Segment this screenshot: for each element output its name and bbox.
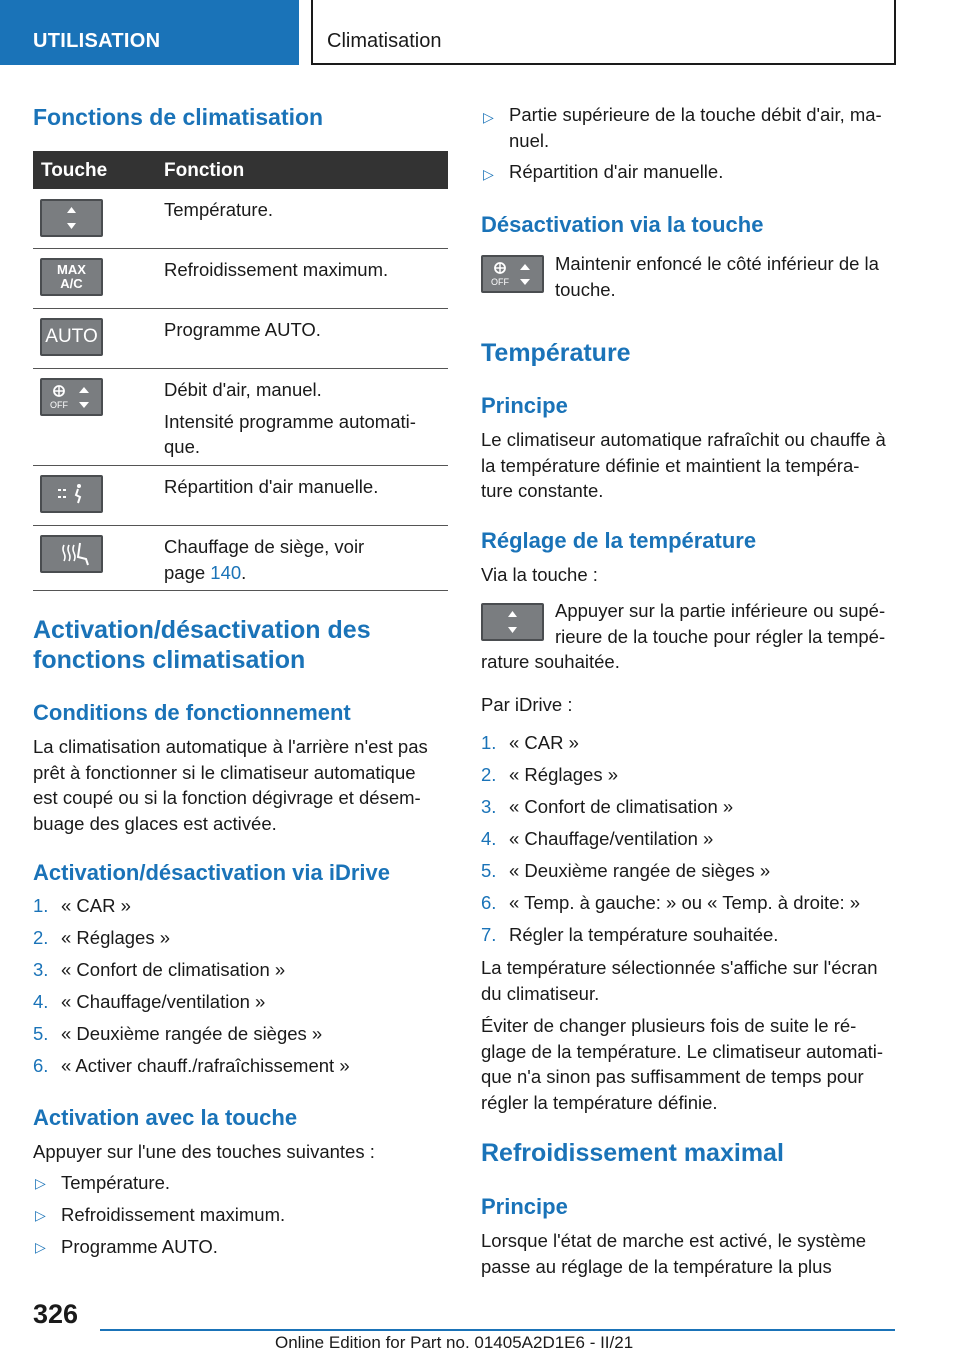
- table-header-function: Fonction: [164, 160, 245, 181]
- heading-max-cooling: Refroidissement maximal: [481, 1139, 784, 1167]
- triangle-bullet-icon: ▷: [483, 109, 494, 125]
- function-line: Débit d'air, manuel.: [164, 379, 322, 400]
- list-item: 3. « Confort de climatisation »: [481, 796, 734, 817]
- heading-line: Activation/désactivation des: [33, 616, 371, 644]
- page-link[interactable]: 140: [210, 561, 242, 583]
- text-line: La climatisation automatique à l'arrière n'est pas: [33, 736, 428, 757]
- function-line: que.: [164, 436, 201, 457]
- selected-text: [481, 955, 877, 1006]
- list-item: 7. Régler la température souhaitée.: [481, 924, 779, 945]
- list-item: 2. « Réglages »: [481, 764, 619, 785]
- text-line: passe au réglage de la température la plus: [481, 1255, 832, 1277]
- text-line: que n'a sinon pas suffisamment de temps pour: [481, 1066, 864, 1087]
- triangle-bullet-icon: ▷: [483, 166, 494, 182]
- text-line: La température sélectionnée s'affiche sur l'écran: [481, 957, 878, 978]
- press-text-b: rature souhaitée.: [481, 651, 620, 672]
- list-item: ▷ Partie supérieure de la touche débit d'air, ma- nuel.: [483, 104, 882, 151]
- triangle-bullet-icon: ▷: [35, 1175, 46, 1191]
- deactivation-text: [555, 251, 879, 302]
- max-key-text: MAX: [57, 262, 86, 277]
- list-item: ▷ Refroidissement maximum.: [33, 1199, 285, 1231]
- function-text: Programme AUTO.: [164, 319, 321, 340]
- text-line: prêt à fonctionner si le climatiseur automatique: [33, 761, 416, 783]
- list-item: 5. « Deuxième rangée de sièges »: [481, 860, 771, 881]
- functions-table: [33, 151, 448, 591]
- heading-principle-2: Principe: [481, 1194, 568, 1219]
- table-header: [33, 151, 448, 189]
- table-row: [33, 369, 448, 466]
- footer-edition: Online Edition for Part no. 01405A2D1E6 - II/21: [275, 1333, 634, 1352]
- seat-heating-key-icon: [40, 535, 103, 573]
- key-bullets-list: [33, 1167, 285, 1263]
- triangle-bullet-icon: ▷: [35, 1207, 46, 1223]
- function-text: Répartition d'air manuelle.: [164, 476, 379, 497]
- heading-activation-key: Activation avec la touche: [33, 1105, 298, 1130]
- heading-temp-setting: Réglage de la température: [481, 528, 757, 553]
- par-idrive-text: Par iDrive :: [481, 694, 573, 715]
- text-line: Appuyer sur la partie inférieure ou supé-: [555, 600, 886, 621]
- heading-activation: [33, 615, 371, 675]
- press-text-a: [555, 598, 885, 649]
- footer-rule: [100, 1329, 895, 1331]
- fan-off-key-icon: [40, 378, 103, 416]
- table-header-key: Touche: [41, 160, 108, 181]
- heading-deactivation: Désactivation via la touche: [481, 212, 764, 237]
- header-chapter-label: Climatisation: [327, 30, 442, 52]
- text-line: touche.: [555, 278, 616, 300]
- temperature-key-icon: [40, 199, 103, 237]
- text-line: rieure de la touche pour régler la tempé-: [555, 625, 886, 647]
- list-item: 1. « CAR »: [481, 732, 579, 753]
- text-line: du climatiseur.: [481, 982, 600, 1004]
- list-item: 3. « Confort de climatisation »: [33, 959, 286, 980]
- avoid-text: [481, 1013, 883, 1115]
- page-suffix: .: [241, 561, 247, 583]
- header-section-tab: [0, 0, 299, 65]
- max-ac-key-icon: [40, 258, 103, 296]
- table-row: [33, 309, 448, 369]
- text-line: glage de la température. Le climatiseur automati-: [481, 1040, 884, 1062]
- text-line: est coupé ou si la fonction dégivrage et désem-: [33, 787, 421, 808]
- text-line: régler la température définie.: [481, 1091, 718, 1113]
- text-line: Éviter de changer plusieurs fois de suite le ré-: [481, 1015, 857, 1036]
- table-row: [33, 466, 448, 526]
- text-line: la température définie et maintient la tempéra-: [481, 454, 860, 476]
- key-intro-text: Appuyer sur l'une des touches suivantes :: [33, 1141, 375, 1162]
- function-line: [164, 560, 364, 586]
- heading-line: fonctions climatisation: [33, 646, 306, 674]
- text-line: buage des glaces est activée.: [33, 812, 277, 834]
- auto-key-text: AUTO: [45, 326, 98, 347]
- function-line: Chauffage de siège, voir: [164, 536, 365, 557]
- function-text: Température.: [164, 199, 273, 220]
- via-key-text: Via la touche :: [481, 564, 598, 585]
- list-item: 1. « CAR »: [33, 895, 131, 916]
- fan-bullets-list: [481, 102, 896, 185]
- off-key-text: OFF: [50, 400, 68, 410]
- conditions-text: [33, 734, 428, 836]
- heading-temperature: Température: [481, 339, 631, 367]
- function-line: Intensité programme automati-: [164, 410, 416, 432]
- function-text: [164, 377, 416, 460]
- fan-off-key-icon: [481, 255, 544, 293]
- header-chapter-tab: [311, 0, 896, 65]
- heading-principle: Principe: [481, 393, 568, 418]
- list-item: 6. « Temp. à gauche: » ou « Temp. à droite: »: [481, 892, 861, 913]
- auto-key-icon: [40, 318, 103, 356]
- principle-text: [481, 427, 886, 504]
- heading-functions: Fonctions de climatisation: [33, 104, 324, 130]
- page-prefix: page: [164, 561, 211, 583]
- text-line: ture constante.: [481, 480, 604, 501]
- text-line: Maintenir enfoncé le côté inférieur de la: [555, 253, 879, 274]
- list-item: ▷ Programme AUTO.: [33, 1231, 285, 1263]
- list-item: 4. « Chauffage/ventilation »: [33, 991, 266, 1012]
- heading-idrive: Activation/désactivation via iDrive: [33, 860, 391, 885]
- table-row: [33, 189, 448, 249]
- temp-steps-list: [481, 727, 860, 951]
- list-item: 4. « Chauffage/ventilation »: [481, 828, 714, 849]
- table-row: [33, 249, 448, 309]
- idrive-steps-list: [33, 890, 350, 1082]
- list-item: 2. « Réglages »: [33, 927, 171, 948]
- page-number: 326: [33, 1299, 79, 1329]
- text-line: Lorsque l'état de marche est activé, le système: [481, 1230, 867, 1251]
- header-section-label: UTILISATION: [33, 30, 161, 52]
- air-distribution-key-icon: [40, 475, 103, 513]
- triangle-bullet-icon: ▷: [35, 1239, 46, 1255]
- list-item: 5. « Deuxième rangée de sièges »: [33, 1023, 323, 1044]
- function-text: Refroidissement maximum.: [164, 259, 389, 280]
- temperature-key-icon: [481, 603, 544, 641]
- ac-key-text: A/C: [60, 276, 83, 291]
- list-item: 6. « Activer chauff./rafraîchissement »: [33, 1055, 350, 1076]
- off-key-text: OFF: [491, 277, 509, 287]
- heading-conditions: Conditions de fonctionnement: [33, 700, 351, 725]
- function-text: [164, 534, 364, 585]
- list-item: ▷ Température.: [33, 1167, 285, 1199]
- list-item: ▷ Répartition d'air manuelle.: [481, 159, 896, 185]
- table-row: [33, 526, 448, 591]
- principle2-text: [481, 1228, 866, 1279]
- text-line: Le climatiseur automatique rafraîchit ou chauffe à: [481, 429, 886, 450]
